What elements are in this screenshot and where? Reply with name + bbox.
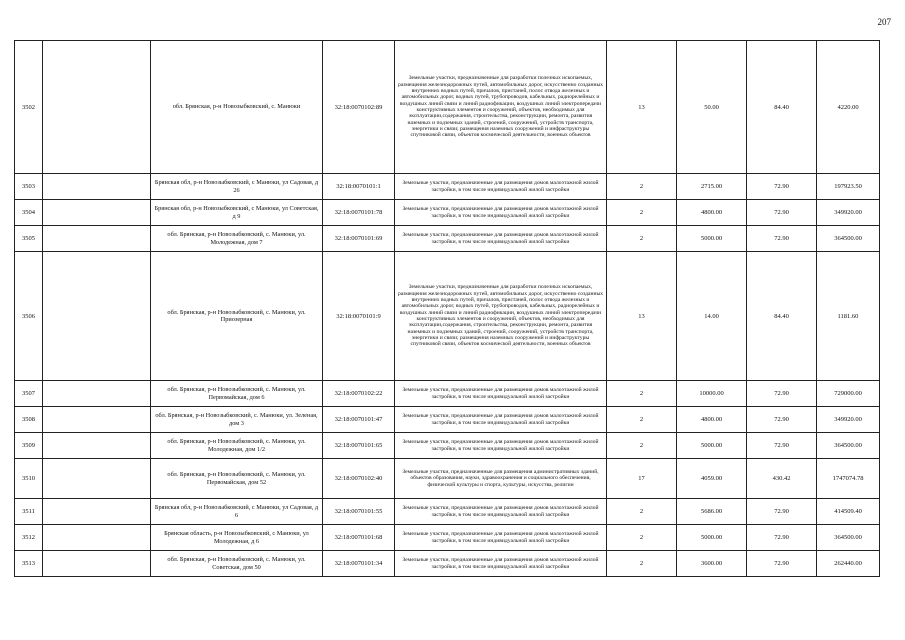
land-use-description: Земельные участки, предназначенные для размещения домов малоэтажной жилой застройки, в том числе индивидуальной жилой застройки xyxy=(395,525,607,551)
area-value: 50.00 xyxy=(677,41,747,174)
use-group: 2 xyxy=(607,381,677,407)
blank-cell xyxy=(43,200,151,226)
use-group: 2 xyxy=(607,525,677,551)
use-group: 2 xyxy=(607,174,677,200)
cadastral-value: 414509.40 xyxy=(817,499,880,525)
cadastral-rate: 430.42 xyxy=(747,459,817,499)
cadastral-value: 364500.00 xyxy=(817,226,880,252)
cadastral-rate: 72.90 xyxy=(747,226,817,252)
row-number: 3511 xyxy=(15,499,43,525)
area-value: 2715.00 xyxy=(677,174,747,200)
cadastral-value: 349920.00 xyxy=(817,407,880,433)
cadastral-value: 197923.50 xyxy=(817,174,880,200)
cadastral-number: 32:18:0070101:65 xyxy=(323,433,395,459)
cadastral-rate: 72.90 xyxy=(747,551,817,577)
table-row xyxy=(15,499,880,525)
cadastral-number: 32:18:0070102:89 xyxy=(323,41,395,174)
land-use-description: Земельные участки, предназначенные для размещения домов малоэтажной жилой застройки, в том числе индивидуальной жилой застройки xyxy=(395,226,607,252)
cadastral-value: 349920.00 xyxy=(817,200,880,226)
blank-cell xyxy=(43,252,151,381)
cadastral-rate: 72.90 xyxy=(747,433,817,459)
blank-cell xyxy=(43,174,151,200)
table-row xyxy=(15,433,880,459)
land-use-description: Земельные участки, предназначенные для размещения домов малоэтажной жилой застройки, в том числе индивидуальной жилой застройки xyxy=(395,499,607,525)
area-value: 4800.00 xyxy=(677,200,747,226)
row-number: 3512 xyxy=(15,525,43,551)
address-cell: обл. Брянская, р-н Новозыбковский, с. Манюки, ул. Зеленая, дом 3 xyxy=(151,407,323,433)
table-row xyxy=(15,226,880,252)
use-group: 2 xyxy=(607,226,677,252)
row-number: 3513 xyxy=(15,551,43,577)
address-cell: обл. Брянская, р-н Новозыбковский, с. Манюки, ул. Молодежная, дом 7 xyxy=(151,226,323,252)
blank-cell xyxy=(43,551,151,577)
table-row xyxy=(15,381,880,407)
cadastral-rate: 72.90 xyxy=(747,174,817,200)
cadastral-rate: 84.40 xyxy=(747,41,817,174)
blank-cell xyxy=(43,407,151,433)
cadastral-rate: 72.90 xyxy=(747,407,817,433)
cadastral-rate: 84.40 xyxy=(747,252,817,381)
address-cell: обл. Брянская, р-н Новозыбковский, с. Манюки, ул. Приозерная xyxy=(151,252,323,381)
use-group: 13 xyxy=(607,252,677,381)
table-row xyxy=(15,525,880,551)
row-number: 3509 xyxy=(15,433,43,459)
table-row xyxy=(15,459,880,499)
land-use-description: Земельные участки, предназначенные для разработки полезных ископаемых, размещения железнодорожных путей, автомобильных дорог, искусственно созданных внутренних водных путей, причалов, пристаней, полос отвода железных и автомобильных дорог, водных путей, трубопроводов, кабельных, радиорелейных и воздушных линий связи и линий радиофикации, воздушных линий электропередачи конструктивных элементов и сооружений, объектов, необходимых для эксплуатации,содержания, строительства, реконструкции, ремонта, развития наземных и подземных зданий, строений, сооружений, устройств транспорта, энергетики и связи; размещения наземных сооружений и инфраструктуры спутниковой связи, объектов космической деятельности, военных объектов xyxy=(395,252,607,381)
land-use-description: Земельные участки, предназначенные для размещения домов малоэтажной жилой застройки, в том числе индивидуальной жилой застройки xyxy=(395,407,607,433)
row-number: 3505 xyxy=(15,226,43,252)
use-group: 17 xyxy=(607,459,677,499)
blank-cell xyxy=(43,381,151,407)
cadastral-rate: 72.90 xyxy=(747,381,817,407)
area-value: 4059.00 xyxy=(677,459,747,499)
cadastral-value: 262440.00 xyxy=(817,551,880,577)
table-row xyxy=(15,200,880,226)
land-use-description: Земельные участки, предназначенные для размещения домов малоэтажной жилой застройки, в том числе индивидуальной жилой застройки xyxy=(395,381,607,407)
use-group: 2 xyxy=(607,551,677,577)
cadastral-number: 32:18:0070101:78 xyxy=(323,200,395,226)
use-group: 2 xyxy=(607,499,677,525)
area-value: 10000.00 xyxy=(677,381,747,407)
row-number: 3510 xyxy=(15,459,43,499)
area-value: 5686.00 xyxy=(677,499,747,525)
cadastral-value: 364500.00 xyxy=(817,433,880,459)
area-value: 5000.00 xyxy=(677,226,747,252)
cadastral-number: 32:18:0070101:69 xyxy=(323,226,395,252)
address-cell: обл. Брянская, р-н Новозыбковский, с. Манюки, ул. Молодежная, дом 1/2 xyxy=(151,433,323,459)
area-value: 3600.00 xyxy=(677,551,747,577)
blank-cell xyxy=(43,41,151,174)
address-cell: Брянская область, р-н Новозыбковский, с Манюки, ул Молодежная, д 6 xyxy=(151,525,323,551)
land-use-description: Земельные участки, предназначенные для размещения административных зданий, объектов образования, науки, здравоохранения и социального обеспечения, физической культуры и спорта, культуры, искусства, религии xyxy=(395,459,607,499)
cadastral-number: 32:18:0070101:68 xyxy=(323,525,395,551)
row-number: 3502 xyxy=(15,41,43,174)
land-use-description: Земельные участки, предназначенные для размещения домов малоэтажной жилой застройки, в том числе индивидуальной жилой застройки xyxy=(395,551,607,577)
cadastral-rate: 72.90 xyxy=(747,200,817,226)
blank-cell xyxy=(43,226,151,252)
page-number: 207 xyxy=(877,17,891,27)
land-use-description: Земельные участки, предназначенные для размещения домов малоэтажной жилой застройки, в том числе индивидуальной жилой застройки xyxy=(395,433,607,459)
cadastral-number: 32:18:0070101:47 xyxy=(323,407,395,433)
area-value: 14.00 xyxy=(677,252,747,381)
address-cell: Брянская обл, р-н Новозыбковский, с Манюки, ул Садовая, д 26 xyxy=(151,174,323,200)
address-cell: обл. Брянская, р-н Новозыбковский, с. Манюки, ул. Советская, дом 50 xyxy=(151,551,323,577)
cadastral-value: 4220.00 xyxy=(817,41,880,174)
cadastral-number: 32:18:0070101:1 xyxy=(323,174,395,200)
use-group: 2 xyxy=(607,200,677,226)
row-number: 3504 xyxy=(15,200,43,226)
address-cell: Брянская обл, р-н Новозыбковский, с Манюки, ул Советская, д 9 xyxy=(151,200,323,226)
use-group: 2 xyxy=(607,407,677,433)
cadastral-number: 32:18:0070102:40 xyxy=(323,459,395,499)
cadastral-number: 32:18:0070101:9 xyxy=(323,252,395,381)
address-cell: обл. Брянская, р-н Новозыбковский, с. Манюки xyxy=(151,41,323,174)
table-row xyxy=(15,252,880,381)
cadastral-rate: 72.90 xyxy=(747,499,817,525)
row-number: 3506 xyxy=(15,252,43,381)
use-group: 2 xyxy=(607,433,677,459)
land-use-description: Земельные участки, предназначенные для размещения домов малоэтажной жилой застройки, в том числе индивидуальной жилой застройки xyxy=(395,174,607,200)
land-use-description: Земельные участки, предназначенные для разработки полезных ископаемых, размещения железнодорожных путей, автомобильных дорог, искусственно созданных внутренних водных путей, причалов, пристаней, полос отвода железных и автомобильных дорог, водных путей, трубопроводов, кабельных, радиорелейных и воздушных линий связи и линий радиофикации, воздушных линий электропередачи конструктивных элементов и сооружений, объектов, необходимых для эксплуатации,содержания, строительства, реконструкции, ремонта, развития наземных и подземных зданий, строений, сооружений, устройств транспорта, энергетики и связи; размещения наземных сооружений и инфраструктуры спутниковой связи, объектов космической деятельности, военных объектов xyxy=(395,41,607,174)
row-number: 3508 xyxy=(15,407,43,433)
table-row xyxy=(15,551,880,577)
row-number: 3503 xyxy=(15,174,43,200)
cadastral-number: 32:18:0070102:22 xyxy=(323,381,395,407)
cadastral-value: 1181.60 xyxy=(817,252,880,381)
cadastral-rate: 72.90 xyxy=(747,525,817,551)
blank-cell xyxy=(43,459,151,499)
address-cell: обл. Брянская, р-н Новозыбковский, с. Манюки, ул. Первомайская, дом 52 xyxy=(151,459,323,499)
area-value: 4800.00 xyxy=(677,407,747,433)
cadastral-value: 1747074.78 xyxy=(817,459,880,499)
table-row xyxy=(15,174,880,200)
land-parcel-table xyxy=(14,40,880,577)
row-number: 3507 xyxy=(15,381,43,407)
cadastral-number: 32:18:0070101:34 xyxy=(323,551,395,577)
area-value: 5000.00 xyxy=(677,433,747,459)
blank-cell xyxy=(43,499,151,525)
table-row xyxy=(15,41,880,174)
area-value: 5000.00 xyxy=(677,525,747,551)
blank-cell xyxy=(43,525,151,551)
table-row xyxy=(15,407,880,433)
address-cell: обл. Брянская, р-н Новозыбковский, с. Манюки, ул. Первомайская, дом 6 xyxy=(151,381,323,407)
cadastral-value: 729000.00 xyxy=(817,381,880,407)
cadastral-value: 364500.00 xyxy=(817,525,880,551)
land-use-description: Земельные участки, предназначенные для размещения домов малоэтажной жилой застройки, в том числе индивидуальной жилой застройки xyxy=(395,200,607,226)
cadastral-number: 32:18:0070101:55 xyxy=(323,499,395,525)
use-group: 13 xyxy=(607,41,677,174)
address-cell: Брянская обл, р-н Новозыбковский, с Манюки, ул Садовая, д 6 xyxy=(151,499,323,525)
blank-cell xyxy=(43,433,151,459)
